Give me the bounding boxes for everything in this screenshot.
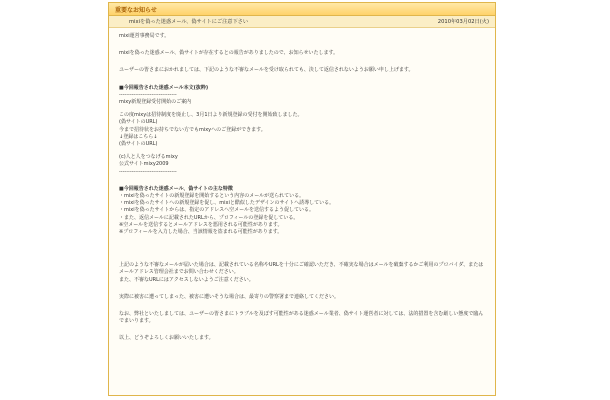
notice-subject-bar [109, 16, 495, 28]
notice-body [109, 28, 495, 343]
policy-paragraph: なお、弊社といたしましては、ユーザーの皆さまにトラブルを及ぼす可能性がある迷惑メール業者、偽サイト運営者に対しては、法的措置を含む厳しい態度で臨んでまいります。 [119, 311, 484, 325]
sample-rule-2: -------------------------------- [119, 168, 177, 175]
features-heading: ■今回報告された迷惑メール、偽サイトの主な特徴 [119, 185, 233, 192]
warning-paragraph: ユーザーの皆さまにおかれましては、下記のような不審なメールを受け取られても、決して返信されないようお願い申し上げます。 [119, 67, 414, 74]
closing-paragraph: 以上、どうぞよろしくお願いいたします。 [119, 335, 214, 342]
sample-heading: ■今回報告された迷惑メール本文(抜粋) [119, 84, 209, 91]
notice-subject: mixiを偽った迷惑メール、偽サイトにご注意下さい [129, 19, 249, 25]
sample-body: この度mixyは招待制度を廃止し、3月1日より新規登録の受付を開始致しました。 (偽サイトのURL) 今まで招待状をお持ちでない方でもmixyへのご登録ができます。 ↓登録はこちら↓ (偽サイトのURL) [119, 112, 303, 148]
sample-signature: (c)人と人をつなげるmixy 公式サイトmixy2009 [119, 154, 178, 168]
advice-paragraph: 上記のような不審なメールが届いた場合は、記載されている名称やURLを十分にご確認いただき、不確実な場合はメールを破棄するかご利用のプロバイダ、またはメールアドレス管理会社までお問い合わせください。 また、不審なURLにはアクセスしないようご注意ください。 [119, 262, 484, 283]
sample-title: mixy新規登録受付開始のご案内 [119, 99, 192, 106]
report-paragraph: mixiを偽った迷惑メール、偽サイトが存在するとの報告がありましたので、お知らせいたします。 [119, 50, 339, 57]
important-notice-panel [108, 2, 496, 396]
notice-header [109, 3, 495, 16]
features-list: ・mixiを偽ったサイトの新規登録を開始するという内容のメールが送られている。 ・mixiを偽ったサイトへの新規登録を促し、mixiと酷似したデザインのサイトへ誘導している。 ・mixiを偽ったサイトからは、指定のアドレスへ空メールを送信するよう促している。 ・また、返信メールに記載されたURLから、プロフィールの登録を促している。 ※空メールを送信するとメールアドレスを悪用される可能性があります。 ※プロフィールを入力した場合、当該情報を盗まれる可能性があります。 [119, 193, 335, 236]
police-paragraph: 実際に被害に遭ってしまった、被害に遭いそうな場合は、最寄りの警察署まで連絡してください。 [119, 293, 340, 300]
intro-paragraph: mixi運営事務局です。 [119, 33, 170, 39]
sample-rule: -------------------------------- [119, 91, 177, 98]
notice-header-title: 重要なお知らせ [115, 6, 157, 14]
notice-date: 2010年03月02日(火) [437, 19, 489, 25]
